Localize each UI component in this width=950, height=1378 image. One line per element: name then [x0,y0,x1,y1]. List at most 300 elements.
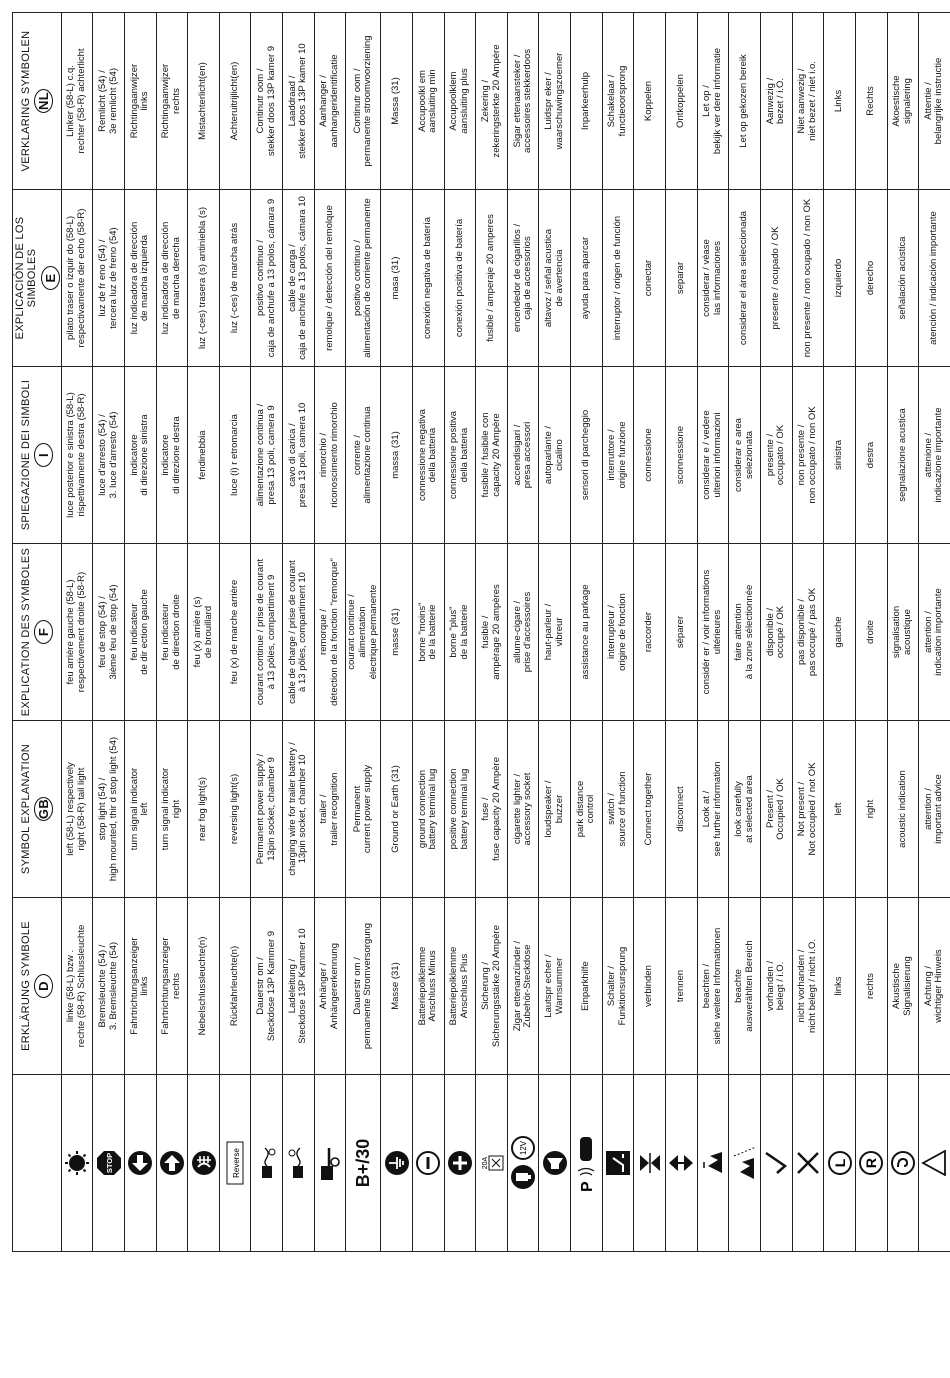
description-text: derecho [864,260,876,296]
description-text: Ontkoppelen [675,74,687,128]
description-text: luz de fr eno (54) / tercera luz de freno (54) [96,227,119,329]
description-text: faire attention à la zone sélectionnée [733,584,755,680]
description-cell-e [760,190,792,367]
description-cell-d [61,898,93,1075]
description-text: Present / Occupied / OK [764,778,787,840]
description-text: izquierdo [833,258,845,298]
description-text: presente / occupato / OK [764,424,787,486]
description-cell-e [729,190,761,367]
description-text: fuse / fuse capacity 20 Ampère [479,756,502,862]
description-text: non presente / non ocupado / non OK [801,198,813,358]
description-text: Richtingaanwijzer links [128,63,151,139]
symbol-group [542,1077,568,1249]
description-text: ground connection battery terminal lug [416,768,439,850]
description-cell-e [93,190,125,367]
description-text: look carefully at selected area [733,775,755,843]
description-cell-d [251,898,283,1075]
symbol-group [605,1077,631,1249]
description-cell-e [602,190,634,367]
symbol-group [479,1077,505,1249]
description-text: connessione negativa della batteria [416,409,439,501]
description-cell-d [314,898,346,1075]
description-text: luz indicadora de dirección de marcha izquierda [128,221,151,335]
description-cell-nl [346,13,381,190]
description-text: accendisigari / presa accessori [511,421,534,489]
description-cell-gb [602,721,634,898]
description-cell-e [792,190,824,367]
description-text: conexión positiva de batería [453,218,465,338]
description-text: considerar e area selezionata [733,418,755,492]
description-text: Remlicht (54) / 3e remlicht (54) [96,68,119,134]
symbol-group [159,1077,185,1249]
description-cell-gb [760,721,792,898]
rotated-sheet [12,12,945,1252]
description-cell-nl [251,13,283,190]
description-text: park distance control [574,780,597,838]
description-cell-d [697,898,729,1075]
description-text: rechts [864,973,876,999]
symbol-cell [251,1075,283,1252]
symbol-cell [571,1075,603,1252]
description-cell-nl [283,13,315,190]
table-row [666,13,698,1252]
description-text: Laaddraad / stekker doos 13P kamer 10 [286,43,309,159]
description-text: indicatore di direzione sinistra [128,414,151,496]
description-cell-i [887,367,919,544]
description-cell-e [412,190,444,367]
description-text: remorque / détection de la fonction "remorque" [318,558,341,706]
description-text: feu (x) arrière (s) de brouillard [191,596,214,668]
description-cell-nl [412,13,444,190]
description-text: pilato traser o izquir do (58-L) respectivamente der echo (58-R) [65,208,87,348]
description-text: Continutr oom / stekker doos 13P kamer 9 [255,45,277,157]
description-text: verbinden [643,965,655,1007]
description-text: sinistra [833,439,845,471]
description-cell-f [188,544,220,721]
symbol-group [96,1077,122,1249]
description-cell-d [124,898,156,1075]
language-badge: D [34,974,53,998]
description-cell-nl [919,13,950,190]
description-text: altavoz / señal acustica de avertencia [543,228,565,328]
description-cell-i [824,367,856,544]
description-text: separar [675,261,687,295]
rear-fog-icon [191,1150,217,1176]
svg-text:Reverse: Reverse [232,1148,242,1178]
description-text: cavo di carica / presa 13 poli, camera 10 [286,402,309,508]
symbol-group [827,1077,853,1249]
symbol-group [637,1077,663,1249]
description-cell-nl [93,13,125,190]
table-row [412,13,444,1252]
description-text: indicatore di direzione destra [160,416,182,494]
look-icon [700,1150,726,1176]
description-cell-i [507,367,539,544]
symbol-cell [792,1075,824,1252]
description-text: trailer / trailer recognition [318,772,341,846]
symbol-cell [634,1075,666,1252]
description-cell-nl [61,13,93,190]
description-text: Permanent power supply / 13pin socket, chamber 9 [255,753,277,865]
description-text: Massa (31) [390,77,402,125]
description-cell-f [381,544,413,721]
description-cell-i [314,367,346,544]
symbol-cell [666,1075,698,1252]
symbol-group [858,1077,884,1249]
description-text: charging wire for trailer battery / 13pin socket, chamber 10 [286,742,309,876]
column-title: VERKLARING SYMBOLEN [20,30,33,172]
symbol-table [12,12,950,1252]
symbol-cell [539,1075,571,1252]
description-text: courant continue / alimentation électrique permanente [346,584,379,680]
description-cell-f [539,544,571,721]
description-text: Mistachterlicht(en) [197,62,209,140]
description-text: droite [864,620,876,644]
description-cell-d [156,898,188,1075]
description-cell-nl [156,13,188,190]
description-cell-i [476,367,508,544]
description-cell-e [824,190,856,367]
column-header-i [13,367,62,544]
description-cell-f [697,544,729,721]
description-text: luz indicadora de dirección de marcha derecha [160,221,182,335]
description-cell-d [792,898,824,1075]
description-cell-nl [634,13,666,190]
table-row [346,13,381,1252]
socket-10-icon [287,1146,309,1180]
description-cell-gb [666,721,698,898]
symbol-group [795,1077,821,1249]
description-text: Dauerstr om / Steckdose 13P Kammer 9 [255,930,277,1042]
description-cell-i [792,367,824,544]
description-cell-i [855,367,887,544]
description-text: fusible / amperaje 20 amperes [485,214,497,342]
description-text: Niet aanwezig / niet bezet / niet i.o. [796,61,818,141]
table-row [539,13,571,1252]
description-cell-nl [697,13,729,190]
symbol-group [763,1077,789,1249]
description-text: ayuda para aparcar [580,236,592,320]
symbol-group [191,1077,217,1249]
minus-icon [415,1150,441,1176]
acoustic-icon [890,1150,916,1176]
table-row [93,13,125,1252]
description-cell-f [156,544,188,721]
description-cell-d [476,898,508,1075]
symbol-group [415,1077,441,1249]
stop-light-icon [96,1149,122,1177]
symbol-cell [219,1075,251,1252]
description-cell-e [444,190,476,367]
description-cell-e [571,190,603,367]
description-text: acoustic indication [896,770,908,848]
description-text: Akustische Signalisierung [891,956,913,1016]
description-cell-i [919,367,950,544]
table-row [444,13,476,1252]
column-title: EXPLICACIÓN DE LOS SIMBOLES [14,216,39,340]
description-cell-nl [314,13,346,190]
description-text: feu indicateur de direction droite [160,594,182,670]
description-cell-d [729,898,761,1075]
description-cell-d [539,898,571,1075]
description-text: Bremsleuchte (54) / 3. Bremsleuchte (54) [96,941,119,1031]
area-icon [732,1145,758,1181]
column-header-e [13,190,62,367]
description-cell-f [219,544,251,721]
description-cell-nl [219,13,251,190]
description-text: Ground or Earth (31) [390,765,402,853]
description-cell-f [666,544,698,721]
description-text: Not present / Not occupied / not OK [796,762,818,856]
description-cell-gb [887,721,919,898]
description-text: Let op gekozen bereik [738,54,750,148]
description-cell-f [729,544,761,721]
description-text: Masse (31) [390,962,402,1010]
description-cell-e [507,190,539,367]
description-cell-gb [792,721,824,898]
description-cell-gb [919,721,950,898]
table-row [729,13,761,1252]
description-cell-e [919,190,950,367]
description-text: positive connection battery terminal lug [448,768,470,850]
description-cell-d [760,898,792,1075]
description-text: positivo continuo / caja de anchufe a 13 polos, cámara 9 [255,198,277,358]
turn-left-icon [127,1150,153,1176]
description-text: massa (31) [390,431,402,479]
description-cell-f [251,544,283,721]
description-cell-i [156,367,188,544]
description-cell-f [93,544,125,721]
description-cell-e [476,190,508,367]
description-text: luce d'arresto (54) / 3. luce d'arresto (54) [96,411,119,499]
description-text: Zekering / zekeringsterkte 20 Ampère [479,44,502,158]
description-text: attenione / indicazione importante [922,407,945,503]
column-header-gb [13,721,62,898]
description-cell-i [381,367,413,544]
description-text: Accupoolklem aansluiting plus [448,68,470,134]
description-text: assistance au parkage [580,584,592,680]
description-text: beachten / siehe weitere Informationen [701,927,723,1045]
description-cell-gb [124,721,156,898]
description-cell-nl [476,13,508,190]
column-header-d [13,898,62,1075]
description-cell-d [188,898,220,1075]
description-text: Batteriepolklemme Anschluss Plus [448,946,470,1026]
description-text: cable de charge / prise de courant à 13 pôles, compartiment 10 [286,560,309,704]
table-row [381,13,413,1252]
description-text: courant continue / prise de courant à 13 pôles, compartiment 9 [255,558,277,706]
description-text: beachte auswerählten Bereich [733,940,755,1032]
symbol-group [668,1077,694,1249]
description-text: fusibile / fusibile con capacity 20 Ampère [479,412,502,498]
description-text: conectar [643,259,655,297]
symbol-cell [729,1075,761,1252]
description-text: attention / important advice [922,774,945,844]
description-text: Luidspr eker / waarschuwingszoemer [543,52,565,150]
description-cell-gb [219,721,251,898]
description-text: feu indicateur de dir ection gauche [128,589,151,675]
table-body [61,13,950,1252]
description-cell-i [61,367,93,544]
warning-icon [921,1150,947,1176]
symbol-group [447,1077,473,1249]
symbol-cell [476,1075,508,1252]
table-row [634,13,666,1252]
description-text: Rechts [864,86,876,116]
description-cell-nl [539,13,571,190]
description-cell-gb [507,721,539,898]
description-text: interrupteur / origine de fonction [606,593,629,671]
description-text: reversing light(s) [228,773,240,845]
description-cell-gb [476,721,508,898]
description-text: switch / source of function [606,771,629,847]
description-text: segnalazione acustica [896,408,908,502]
description-text: attention / indication importante [922,588,945,676]
description-text: haut-parleur / vibreur [543,603,565,661]
description-cell-nl [666,13,698,190]
description-text: encendedor de cigarillos / caja de accessorios [511,223,534,333]
description-cell-f [61,544,93,721]
description-cell-f [824,544,856,721]
table-row [855,13,887,1252]
description-cell-f [760,544,792,721]
description-cell-d [507,898,539,1075]
description-cell-f [602,544,634,721]
description-text: fendinebbia [197,430,209,480]
check-icon [763,1150,789,1176]
description-cell-d [887,898,919,1075]
description-text: left [833,802,845,816]
description-text: cable de carga / caja de anchufe a 13 polos, cámara 10 [286,196,309,360]
description-text: Dauerstr om / permanente Stromversorgung [351,922,374,1050]
description-text: considerar el área seleccionada [738,210,750,346]
description-text: Zigar ettenanzünder / Zubehör-Steckdose [511,940,534,1032]
description-cell-e [381,190,413,367]
description-text: Batteriepolklemme Anschluss Minus [416,946,439,1026]
symbol-cell [412,1075,444,1252]
description-text: Aanwezig / bezet / i.O. [764,77,787,125]
symbol-cell [314,1075,346,1252]
description-cell-i [666,367,698,544]
description-cell-d [219,898,251,1075]
description-cell-nl [571,13,603,190]
symbol-group [353,1077,373,1249]
description-text: Sicherung / Sicherungsstärke 20 Ampère [479,925,502,1047]
description-text: Schakelaar / functieoorsprong [606,65,629,137]
tail-light-icon [64,1150,90,1176]
table-row [61,13,93,1252]
description-cell-d [919,898,950,1075]
description-cell-gb [824,721,856,898]
symbol-cell [93,1075,125,1252]
table-row [792,13,824,1252]
description-cell-nl [792,13,824,190]
symbol-cell [124,1075,156,1252]
description-cell-d [346,898,381,1075]
description-text: signalisation acoustique [891,605,913,659]
description-text: alimentazione continua / presa 13 poli, camera 9 [255,403,277,507]
description-cell-e [219,190,251,367]
symbol-cell [855,1075,887,1252]
description-cell-e [346,190,381,367]
description-text: right [864,799,876,819]
description-text: turn signal indicator right [160,767,182,851]
description-cell-f [571,544,603,721]
symbol-group [732,1077,758,1249]
description-text: Connect together [643,772,655,846]
description-cell-i [760,367,792,544]
description-text: Akoestische signalering [891,75,913,127]
description-text: cigarette lighter / accessory socket [511,772,534,846]
description-cell-f [444,544,476,721]
description-cell-nl [188,13,220,190]
description-cell-f [124,544,156,721]
description-text: luz (-ces) trasera (s) antiniebla (s) [197,207,209,350]
description-cell-gb [156,721,188,898]
description-text: interruttore / origine funzione [606,421,629,489]
table-row [760,13,792,1252]
description-cell-gb [93,721,125,898]
description-text: links [833,976,845,996]
description-text: turn signal indicator left [128,767,151,851]
connect-icon [637,1150,663,1176]
description-text: luce posterior e sinistra (58-L) rispettivamente destra (58-R) [65,392,87,518]
symbol-group [256,1077,278,1249]
description-text: sensori di parcheggio [580,409,592,501]
column-title: EXPLICATION DES SYMBOLES [20,547,33,717]
table-row [124,13,156,1252]
description-text: sconnessione [675,425,687,485]
b30-icon: B+/30 [353,1138,374,1188]
description-cell-gb [381,721,413,898]
description-text: Permanent current power supply [351,764,374,854]
description-text: masse (31) [390,608,402,656]
table-row [887,13,919,1252]
description-cell-i [444,367,476,544]
description-cell-i [539,367,571,544]
description-cell-e [61,190,93,367]
svg-text:STOP: STOP [104,1152,114,1174]
table-row [283,13,315,1252]
description-text: presente / ocupado / OK [769,226,781,330]
description-text: considér er / voir informations ultérieures [701,569,723,695]
symbol-group [127,1077,153,1249]
description-cell-nl [824,13,856,190]
description-cell-i [124,367,156,544]
description-cell-i [251,367,283,544]
description-cell-d [444,898,476,1075]
description-text: masa (31) [390,256,402,300]
description-cell-gb [634,721,666,898]
description-cell-gb [251,721,283,898]
description-cell-gb [61,721,93,898]
column-title: ERKLÄRUNG SYMBOLE [20,921,33,1051]
svg-text:12V: 12V [519,1141,529,1156]
description-text: raccorder [643,611,655,653]
description-cell-i [602,367,634,544]
description-cell-gb [188,721,220,898]
table-row [919,13,950,1252]
language-badge: NL [34,89,53,113]
language-badge: GB [36,798,52,820]
description-cell-i [188,367,220,544]
description-cell-e [855,190,887,367]
description-cell-d [381,898,413,1075]
description-cell-nl [729,13,761,190]
svg-text:P: P [579,1181,597,1192]
description-text: Let op / bekijk ver dere informatie [701,47,723,155]
description-text: rear fog light(s) [197,777,209,841]
